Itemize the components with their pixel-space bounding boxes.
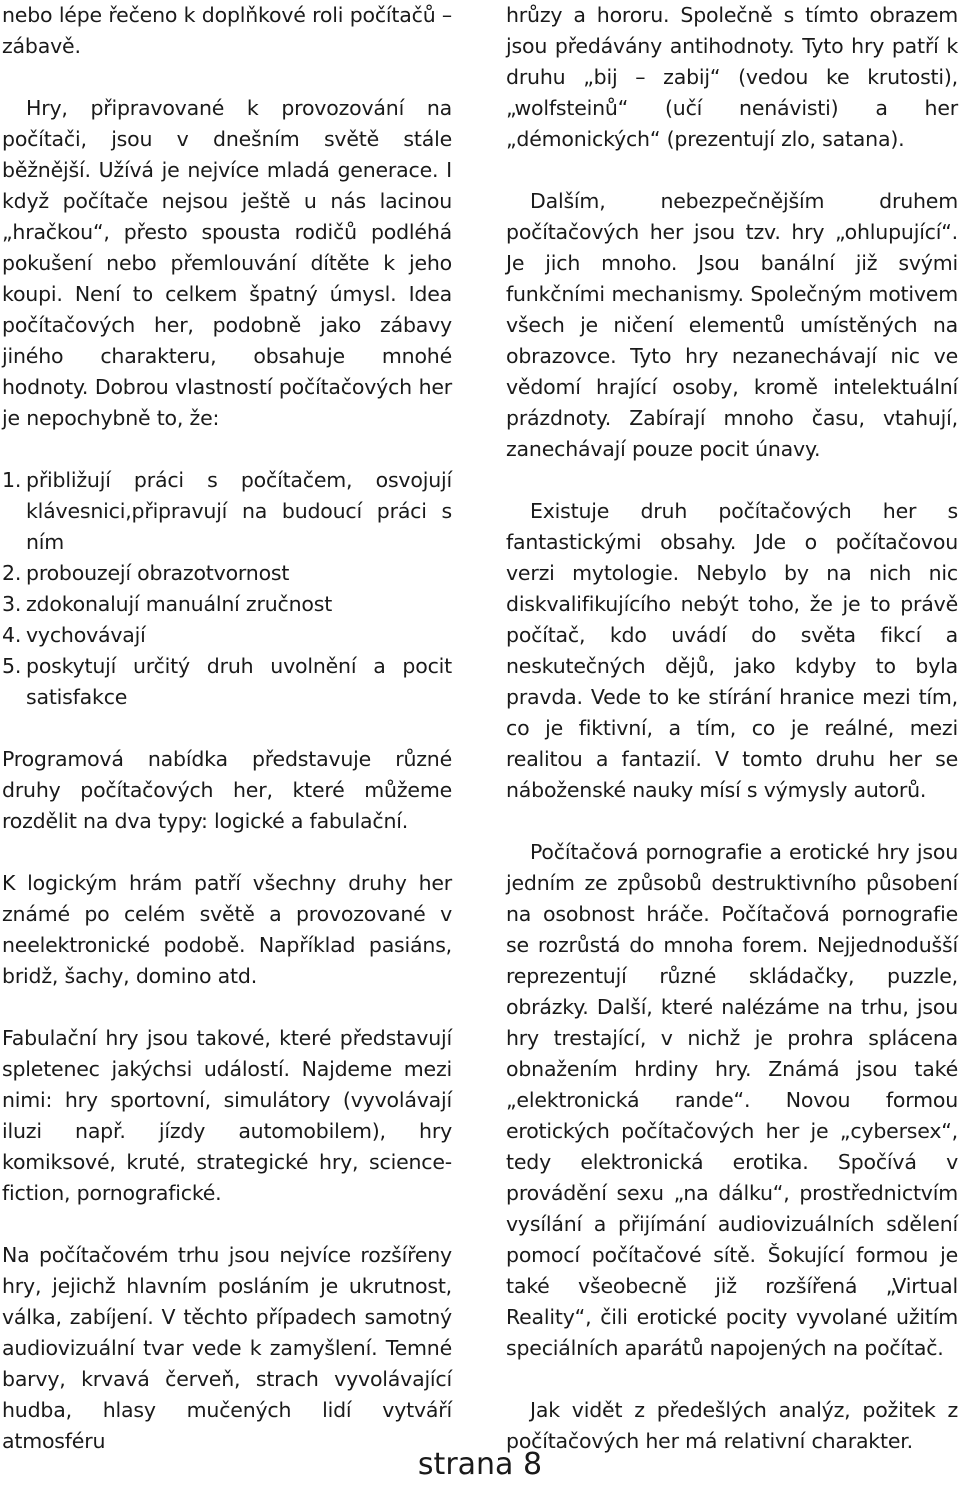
list-item: 3. zdokonalují manuální zručnost: [2, 592, 333, 616]
paragraph-intro-continuation: nebo lépe řečeno k doplňkové roli počítačů – zábavě.: [2, 3, 452, 58]
left-column: [2, 0, 452, 1488]
right-column: [506, 0, 958, 1488]
list-item: 4. vychovávají: [2, 623, 146, 647]
list-item: 5. poskytují určitý druh uvolnění a pocit satisfakce: [2, 654, 452, 709]
paragraph-conclusion: Jak vidět z předešlých analýz, požitek z počítačových her má relativní charakter.: [506, 1398, 958, 1453]
benefits-list: [2, 465, 452, 713]
paragraph-program-offer: Programová nabídka představuje různé druhy počítačových her, které můžeme rozdělit na dva typy: logické a fabulační.: [2, 747, 452, 833]
list-item: 1. přibližují práci s počítačem, osvojují klávesnici,připravují na budoucí práci s ním: [2, 468, 452, 554]
list-item: 2. probouzejí obrazotvornost: [2, 561, 290, 585]
paragraph-logic-games: K logickým hrám patří všechny druhy her známé po celém světě a provozované v neelektronické podobě. Například pasiáns, bridž, šachy, domino atd.: [2, 871, 452, 988]
paragraph-fantasy-games: Existuje druh počítačových her s fantastickými obsahy. Jde o počítačovou verzi mytologie. Nebylo by na nich nic diskvalifikujícího nebýt toho, že je to právě počítač, kdo uvádí do světa fikcí a neskutečných dějů, jako kdyby to byla pravda. Vede to ke stírání hranice mezi tím, co je fiktivní, a tím, co je reálné, mezi realitou a fantazií. V tomto druhu her se náboženské nauky mísí s výmysly autorů.: [506, 499, 958, 802]
paragraph-fabulation-games: Fabulační hry jsou takové, které představují spletenec jakýchsi událostí. Najdeme mezi nimi: hry sportovní, simulátory (vyvolávají iluzi např. jízdy automobilem), hry komiksové, kruté, strategické hry, science-fiction, pornografické.: [2, 1026, 452, 1205]
paragraph-horror-continuation: hrůzy a hororu. Společně s tímto obrazem jsou předávány antihodnoty. Tyto hry patří k druhu „bij – zabij“ (vedou ke krutosti), „wolfsteinů“ (učí nenávisti) a her „démonických“ (prezentují zlo, satana).: [506, 3, 958, 151]
paragraph-games-values: Hry, připravované k provozování na počítači, jsou v dnešním světě stále běžnější. Užívá je nejvíce mladá generace. I když počítače nejsou ještě u nás lacinou „hračkou“, přesto spousta rodičů podléhá pokušení nebo přemlouvání dítěte k jeho koupi. Není to celkem špatný úmysl. Idea počítačových her, podobně jako zábavy jiného charakteru, obsahuje mnohé hodnoty. Dobrou vlastností počítačových her je nepochybně to, že:: [2, 96, 452, 430]
paragraph-stupefying-games: Dalším, nebezpečnějším druhem počítačových her jsou tzv. hry „ohlupující“. Je jich mnoho. Jsou banální již svými funkčními mechanismy. Společným motivem všech je ničení elementů umístěných na obrazovce. Tyto hry nezanechávají nic ve vědomí hrající osoby, kromě intelektuální prázdnoty. Zabírají mnoho času, vtahují, zanechávají pouze pocit únavy.: [506, 189, 958, 461]
page-number: strana 8: [417, 1447, 543, 1482]
paragraph-violent-games: Na počítačovém trhu jsou nejvíce rozšířeny hry, jejichž hlavním posláním je ukrutnost, válka, zabíjení. V těchto případech samotný audiovizuální tvar vede k zamyšlení. Temné barvy, krvavá červeň, strach vyvolávající hudba, hlasy mučených lidí vytváří atmosféru: [2, 1243, 452, 1453]
paragraph-pornography: Počítačová pornografie a erotické hry jsou jedním ze způsobů destruktivního působení na osobnost hráče. Počítačová pornografie se rozrůstá do mnoha forem. Nejjednodušší reprezentují různé skládačky, puzzle, obrázky. Další, které nalézáme na trhu, jsou hry trestající, v nichž je prohra splácena obnažením hrdiny hry. Známá jsou také „elektronická rande“. Novou formou erotických počítačových her je „cybersex“, tedy elektronická erotika. Spočívá v provádění sexu „na dálku“, prostřednictvím vysílání a přijímání audiovizuálních sdělení pomocí počítačové sítě. Šokující formou je také všeobecně již rozšířená „Virtual Reality“, čili erotické pocity vyvolané užitím speciálních aparátů napojených na počítač.: [506, 840, 958, 1360]
